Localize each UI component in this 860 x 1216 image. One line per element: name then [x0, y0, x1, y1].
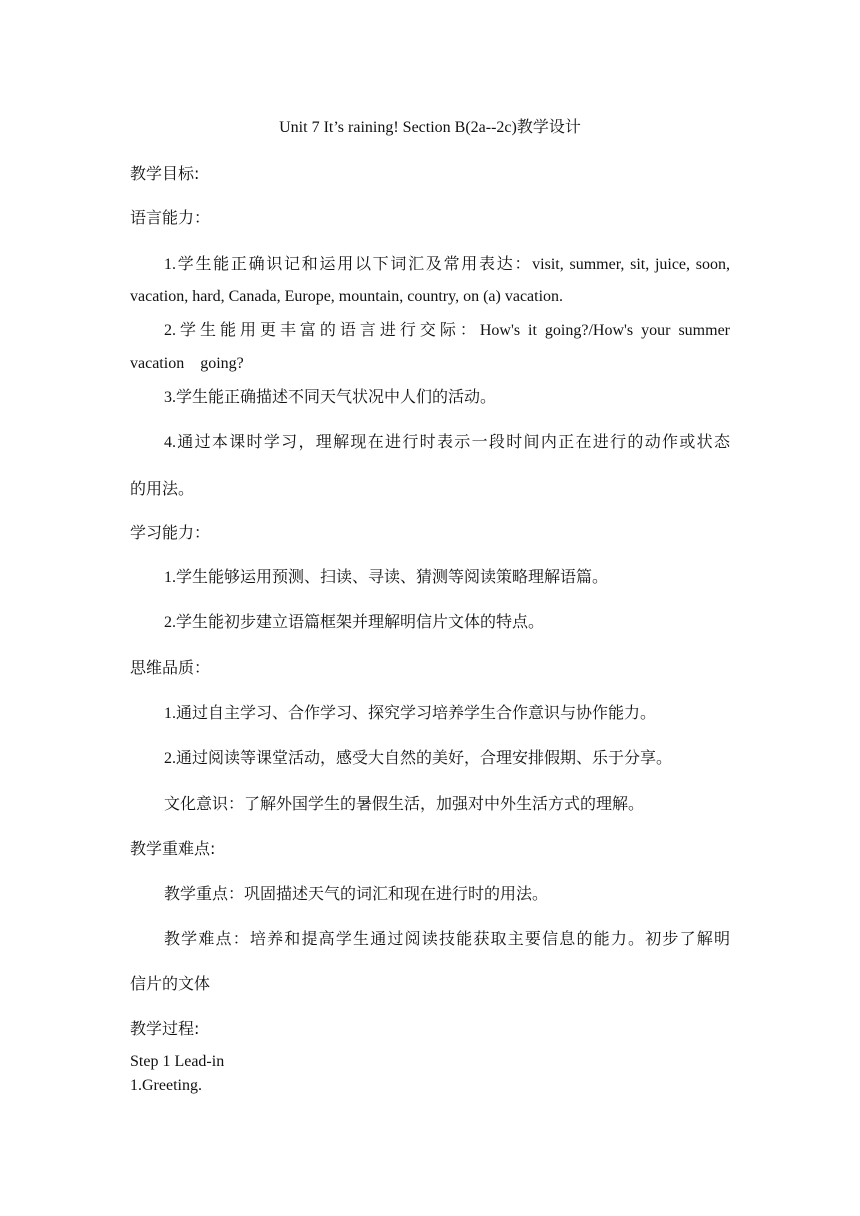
objectives-heading: 教学目标:	[130, 164, 200, 183]
language-ability-heading: 语言能力：	[130, 208, 211, 227]
thinking-item-1: 1.通过自主学习、合作学习、探究学习培养学生合作意识与协作能力。	[164, 705, 657, 722]
step-1-lead-in: Step 1 Lead-in	[130, 1053, 225, 1070]
language-item-2-line-1: 2.学生能用更丰富的语言进行交际：How's it going?/How's your summer	[164, 322, 730, 339]
language-item-2-line-2: vacation going?	[130, 355, 244, 372]
teaching-key-point: 教学重点：巩固描述天气的词汇和现在进行时的用法。	[164, 884, 549, 903]
teaching-difficult-point-line-2: 信片的文体	[130, 974, 211, 993]
thinking-item-2: 2.通过阅读等课堂活动，感受大自然的美好，合理安排假期、乐于分享。	[164, 750, 673, 767]
learning-ability-heading: 学习能力：	[130, 523, 211, 542]
language-item-4-line-1: 4.通过本课时学习，理解现在进行时表示一段时间内正在进行的动作或状态	[164, 434, 730, 451]
thinking-quality-heading: 思维品质：	[130, 658, 211, 677]
language-item-4-line-2: 的用法。	[130, 479, 195, 498]
language-item-3: 3.学生能正确描述不同天气状况中人们的活动。	[164, 389, 497, 406]
learning-item-1: 1.学生能够运用预测、扫读、寻读、猜测等阅读策略理解语篇。	[164, 569, 609, 586]
greeting-item: 1.Greeting.	[130, 1077, 202, 1094]
language-item-1-line-2: vacation, hard, Canada, Europe, mountain, country, on (a) vacation.	[130, 288, 564, 305]
teaching-process-heading: 教学过程:	[130, 1019, 200, 1038]
language-item-1-line-1: 1.学生能正确识记和运用以下词汇及常用表达：visit, summer, sit, juice, soon,	[164, 256, 730, 273]
learning-item-2: 2.学生能初步建立语篇框架并理解明信片文体的特点。	[164, 614, 545, 631]
document-title: Unit 7 It’s raining! Section B(2a--2c)教学设计	[279, 119, 581, 136]
key-difficult-points-heading: 教学重难点:	[130, 839, 216, 858]
cultural-awareness: 文化意识：了解外国学生的暑假生活，加强对中外生活方式的理解。	[164, 794, 645, 813]
teaching-difficult-point-line-1: 教学难点：培养和提高学生通过阅读技能获取主要信息的能力。初步了解明	[164, 929, 730, 948]
